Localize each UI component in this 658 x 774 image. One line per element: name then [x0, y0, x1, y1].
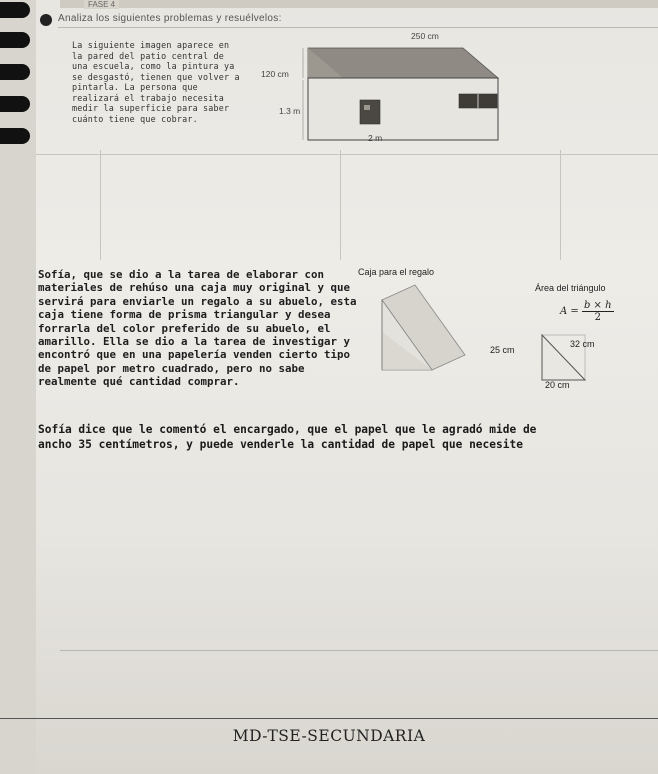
- triangle-area-title: Área del triángulo: [535, 283, 606, 293]
- divider: [0, 718, 658, 719]
- divider: [60, 650, 658, 651]
- phase-tag: FASE 4: [84, 0, 119, 9]
- problem1-text: La siguiente imagen aparece en la pared del patio central de una escuela, como la pintura ya se desgastó, tienen que volver a pintarla. La persona que realizará el trabajo necesita medir la superficie para saber cuánto tiene que cobrar.: [72, 40, 240, 124]
- dim-base-label: 20 cm: [545, 380, 570, 390]
- binding-hole: [0, 32, 30, 48]
- divider: [560, 150, 561, 260]
- dim-bottom-label: 2 m: [368, 133, 383, 143]
- binding-hole: [0, 64, 30, 80]
- instruction-text: Analiza los siguientes problemas y resuélvelos:: [58, 13, 282, 24]
- notebook-binding: [0, 0, 36, 774]
- prism-diagram: [370, 280, 658, 415]
- triangle-area-formula: A = $\frac{b \times h}{2}$: [560, 300, 612, 323]
- bullet-icon: [40, 14, 52, 26]
- divider: [340, 150, 341, 260]
- problem2-text: Sofía, que se dio a la tarea de elaborar con materiales de rehúso una caja muy original y que servirá para enviarle un regalo a su abuelo, esta caja tiene forma de prisma triangular y desea forrarla del color preferido de su abuelo, el amarillo. Ella se dio a la tarea de investigar y encontró que en una papelería venden cierto tipo de papel por metro cuadrado, pero no sabe realmente qué cantidad comprar.: [38, 268, 357, 389]
- binding-hole: [0, 128, 30, 144]
- divider: [36, 154, 658, 155]
- problem2-continuation: [38, 422, 658, 452]
- gift-box-title: Caja para el regalo: [358, 267, 435, 277]
- binding-hole: [0, 2, 30, 18]
- binding-hole: [0, 96, 30, 112]
- dim-top-label: 250 cm: [411, 31, 439, 41]
- dim-left-top-label: 120 cm: [261, 69, 289, 79]
- dim-hyp-label: 32 cm: [570, 339, 595, 349]
- problem2-line3: ancho 35 centímetros, y puede venderle la cantidad de papel que necesite: [38, 438, 523, 451]
- dim-left-bottom-label: 1.3 m: [279, 106, 301, 116]
- problem2-line2: Sofía dice que le comentó el encargado, que el papel que le agradó mide de: [38, 423, 537, 436]
- top-strip: [60, 0, 658, 8]
- footer-text: MD-TSE-SECUNDARIA: [232, 727, 426, 745]
- house-figure: [253, 26, 503, 151]
- dim-side-label: 25 cm: [490, 345, 515, 355]
- divider: [100, 150, 101, 260]
